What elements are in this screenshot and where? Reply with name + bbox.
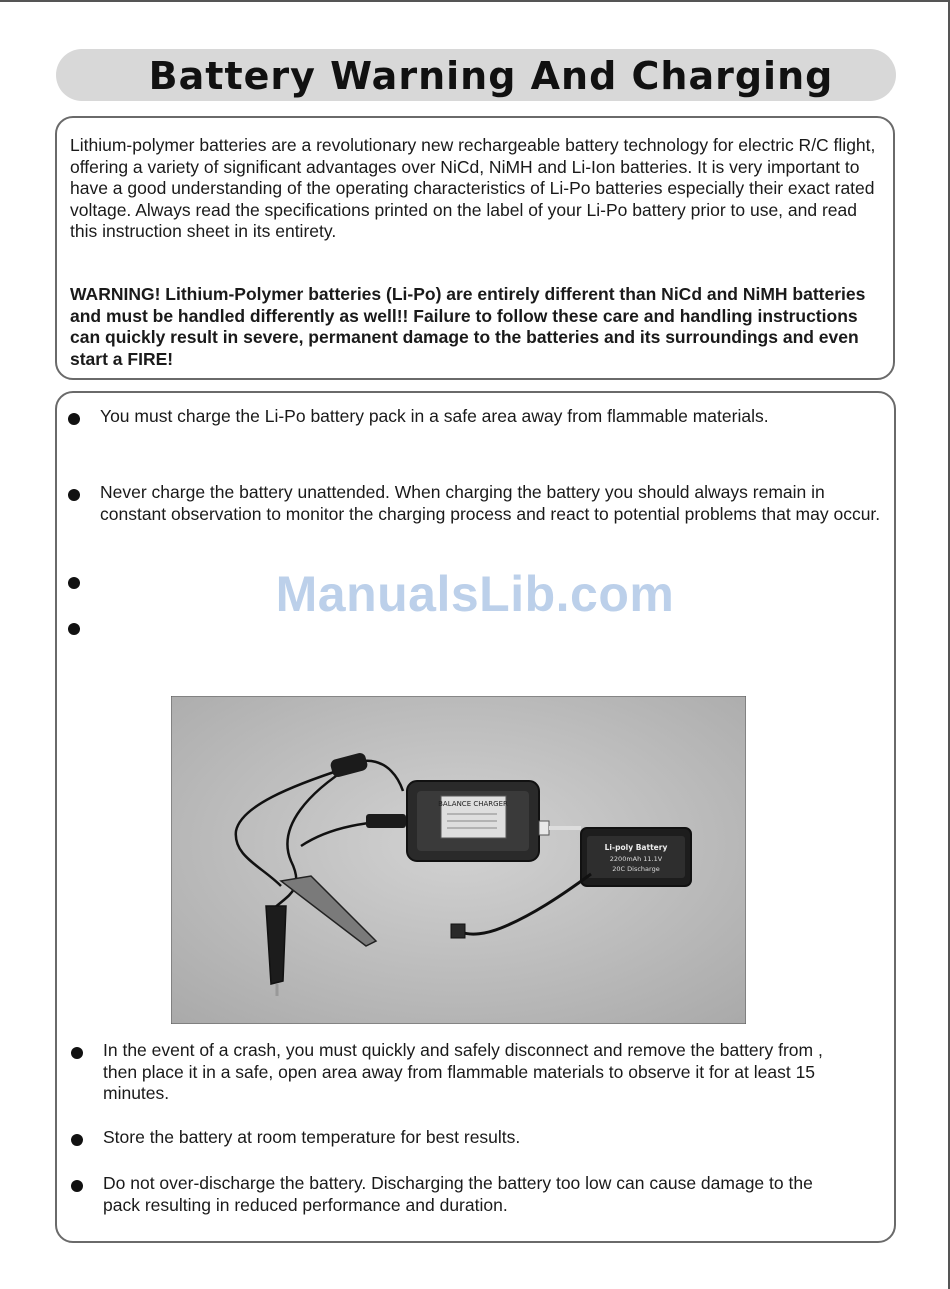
list-item-text: Never charge the battery unattended. When charging the battery you should always remain in constant observation to monitor the charging process and react to potential problems that may occur. [100, 482, 881, 524]
battery-capacity-label: 2200mAh 11.1V [609, 855, 663, 863]
charger-photo [171, 696, 746, 1024]
bullet-icon [71, 1134, 83, 1146]
battery-discharge-label: 20C Discharge [612, 865, 660, 873]
bullet-icon [68, 623, 80, 635]
watermark: ManualsLib.com [275, 566, 675, 622]
bullet-icon [68, 489, 80, 501]
page-title: Battery Warning And Charging [148, 54, 834, 98]
list-item-text: Do not over-discharge the battery. Discharging the battery too low can cause damage to the pack resulting in reduced performance and duration. [103, 1173, 813, 1215]
bullet-icon [68, 413, 80, 425]
list-item-text: In the event of a crash, you must quickly and safely disconnect and remove the battery from , then place it in a safe, open area away from flammable materials to observe it for at least 15 minutes. [103, 1040, 823, 1103]
charger-label: BALANCE CHARGER [438, 800, 508, 808]
bullet-icon [71, 1047, 83, 1059]
battery-label: Li-poly Battery [604, 843, 668, 852]
warning-paragraph: WARNING! Lithium-Polymer batteries (Li-Po) are entirely different than NiCd and NiMH batteries and must be handled differently as well!! Failure to follow these care and handling instructions can quickly result in severe, permanent damage to the batteries and its surroundings and even start a FIRE! [70, 284, 866, 369]
intro-box [55, 116, 895, 380]
title-bar [56, 49, 896, 101]
list-item-text: Store the battery at room temperature for best results. [103, 1127, 521, 1147]
bullet-icon [71, 1180, 83, 1192]
list-item-text: You must charge the Li-Po battery pack in a safe area away from flammable materials. [100, 406, 769, 426]
intro-paragraph: Lithium-polymer batteries are a revolutionary new rechargeable battery technology for electric R/C flight, offering a variety of significant advantages over NiCd, NiMH and Li-Ion batteries. It is very important to have a good understanding of the operating characteristics of Li-Po batteries especially their exact rated voltage. Always read the specifications printed on the label of your Li-Po battery prior to use, and read this instruction sheet in its entirety. [70, 135, 876, 241]
page-edge-top [0, 0, 950, 2]
